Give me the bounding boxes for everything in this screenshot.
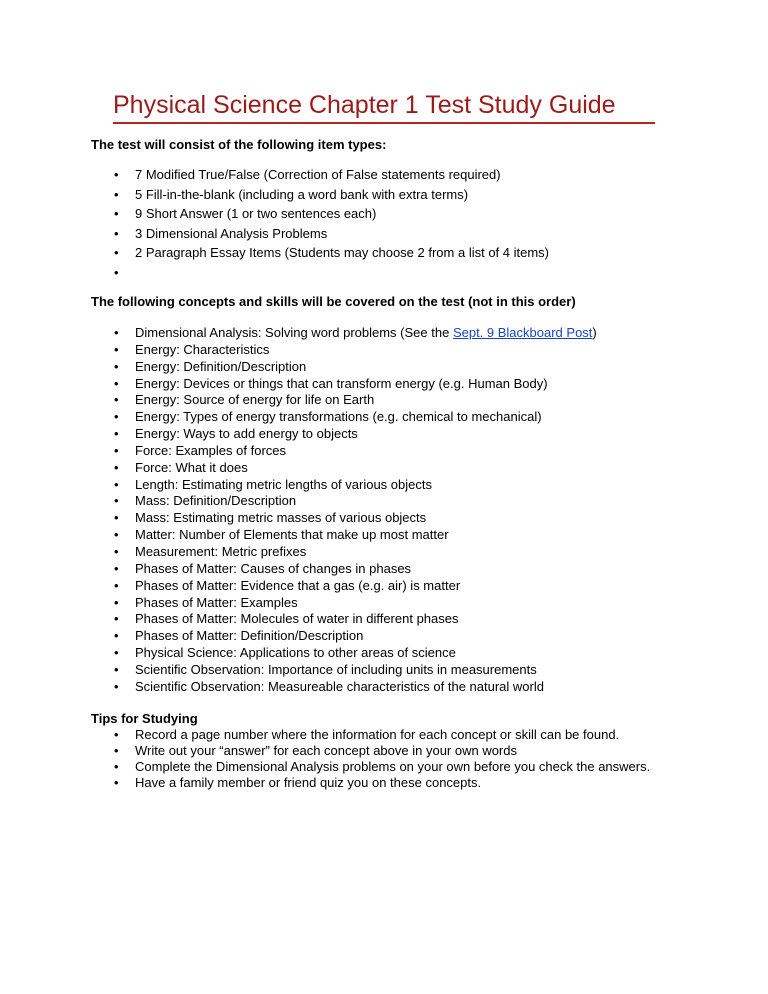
list-item: • Scientific Observation: Measureable characteristics of the natural world [114, 678, 544, 694]
item-types-heading: The test will consist of the following item types: [91, 137, 387, 152]
bullet-icon: • [114, 775, 119, 790]
bullet-icon: • [114, 727, 119, 742]
list-item: • Mass: Definition/Description [114, 493, 297, 509]
list-item: • Energy: Devices or things that can transform energy (e.g. Human Body) [114, 375, 548, 391]
bullet-icon: • [114, 206, 119, 221]
list-item: • 5 Fill-in-the-blank (including a word bank with extra terms) [0, 185, 549, 205]
bullet-icon: • [114, 527, 119, 543]
bullet-icon: • [114, 577, 119, 593]
list-item: • 9 Short Answer (1 or two sentences each) [0, 204, 549, 224]
bullet-icon: • [114, 476, 119, 492]
list-item: • Energy: Characteristics [114, 341, 270, 357]
list-item: • Measurement: Metric prefixes [114, 543, 307, 559]
list-item: • Dimensional Analysis: Solving word problems (See the Sept. 9 Blackboard Post) [114, 325, 597, 340]
list-item: • Energy: Ways to add energy to objects [114, 426, 358, 442]
list-item: • Mass: Estimating metric masses of various objects [114, 510, 427, 526]
bullet-icon: • [114, 560, 119, 576]
concepts-list [0, 325, 597, 696]
list-item: • Phases of Matter: Definition/Description [114, 628, 364, 644]
bullet-icon: • [114, 594, 119, 610]
tips-list [0, 727, 655, 791]
bullet-icon: • [114, 409, 119, 425]
bullet-icon: • [114, 645, 119, 661]
list-item: • Force: What it does [114, 459, 248, 475]
bullet-icon: • [114, 225, 119, 241]
bullet-icon: • [114, 661, 119, 677]
bullet-icon: • [114, 510, 119, 526]
bullet-icon: • [114, 245, 119, 260]
item-types-list [0, 165, 549, 282]
list-item: • 2 Paragraph Essay Items (Students may choose 2 from a list of 4 items) [0, 243, 549, 263]
bullet-icon: • [114, 392, 119, 408]
list-item: • Scientific Observation: Importance of including units in measurements [114, 661, 537, 677]
bullet-icon: • [114, 186, 119, 202]
list-item: • 7 Modified True/False (Correction of False statements required) [0, 165, 549, 185]
tips-heading: Tips for Studying [91, 711, 198, 726]
list-item: • 3 Dimensional Analysis Problems [0, 224, 549, 244]
bullet-icon: • [114, 759, 119, 774]
list-item: • Phases of Matter: Molecules of water in different phases [114, 611, 459, 627]
blackboard-post-link[interactable]: Sept. 9 Blackboard Post [452, 325, 593, 340]
list-item: • Energy: Definition/Description [114, 358, 307, 374]
bullet-icon: • [114, 358, 119, 374]
bullet-icon: • [114, 678, 119, 694]
page-title: Physical Science Chapter 1 Test Study Guide [113, 89, 655, 124]
bullet-icon: • [114, 341, 119, 357]
bullet-icon: • [114, 543, 119, 559]
list-item: • Complete the Dimensional Analysis problems on your own before you check the answers. [114, 759, 651, 774]
list-item: • Force: Examples of forces [114, 442, 286, 458]
list-item: • Length: Estimating metric lengths of various objects [114, 476, 432, 492]
bullet-icon: • [114, 426, 119, 442]
list-item: • Phases of Matter: Evidence that a gas (e.g. air) is matter [114, 577, 461, 593]
bullet-icon: • [114, 611, 119, 627]
bullet-icon: • [114, 743, 119, 758]
bullet-icon: • [114, 264, 119, 280]
list-item: • Phases of Matter: Causes of changes in phases [114, 560, 412, 576]
bullet-icon: • [114, 493, 119, 509]
list-item: • Energy: Types of energy transformations (e.g. chemical to mechanical) [114, 409, 542, 425]
list-item: • Matter: Number of Elements that make up most matter [114, 527, 449, 543]
list-item: • Have a family member or friend quiz you on these concepts. [114, 775, 482, 790]
concepts-heading: The following concepts and skills will be covered on the test (not in this order) [91, 294, 576, 309]
list-item: • Write out your “answer” for each concept above in your own words [114, 743, 517, 758]
bullet-icon: • [114, 375, 119, 391]
bullet-icon: • [114, 628, 119, 644]
list-item: • Energy: Source of energy for life on Earth [114, 392, 375, 408]
bullet-icon: • [114, 167, 119, 182]
list-item: • Record a page number where the information for each concept or skill can be found. [114, 727, 620, 742]
list-item [0, 263, 549, 283]
bullet-icon: • [114, 325, 119, 340]
list-item: • Physical Science: Applications to other areas of science [114, 645, 456, 661]
bullet-icon: • [114, 442, 119, 458]
list-item: • Phases of Matter: Examples [114, 594, 298, 610]
bullet-icon: • [114, 459, 119, 475]
